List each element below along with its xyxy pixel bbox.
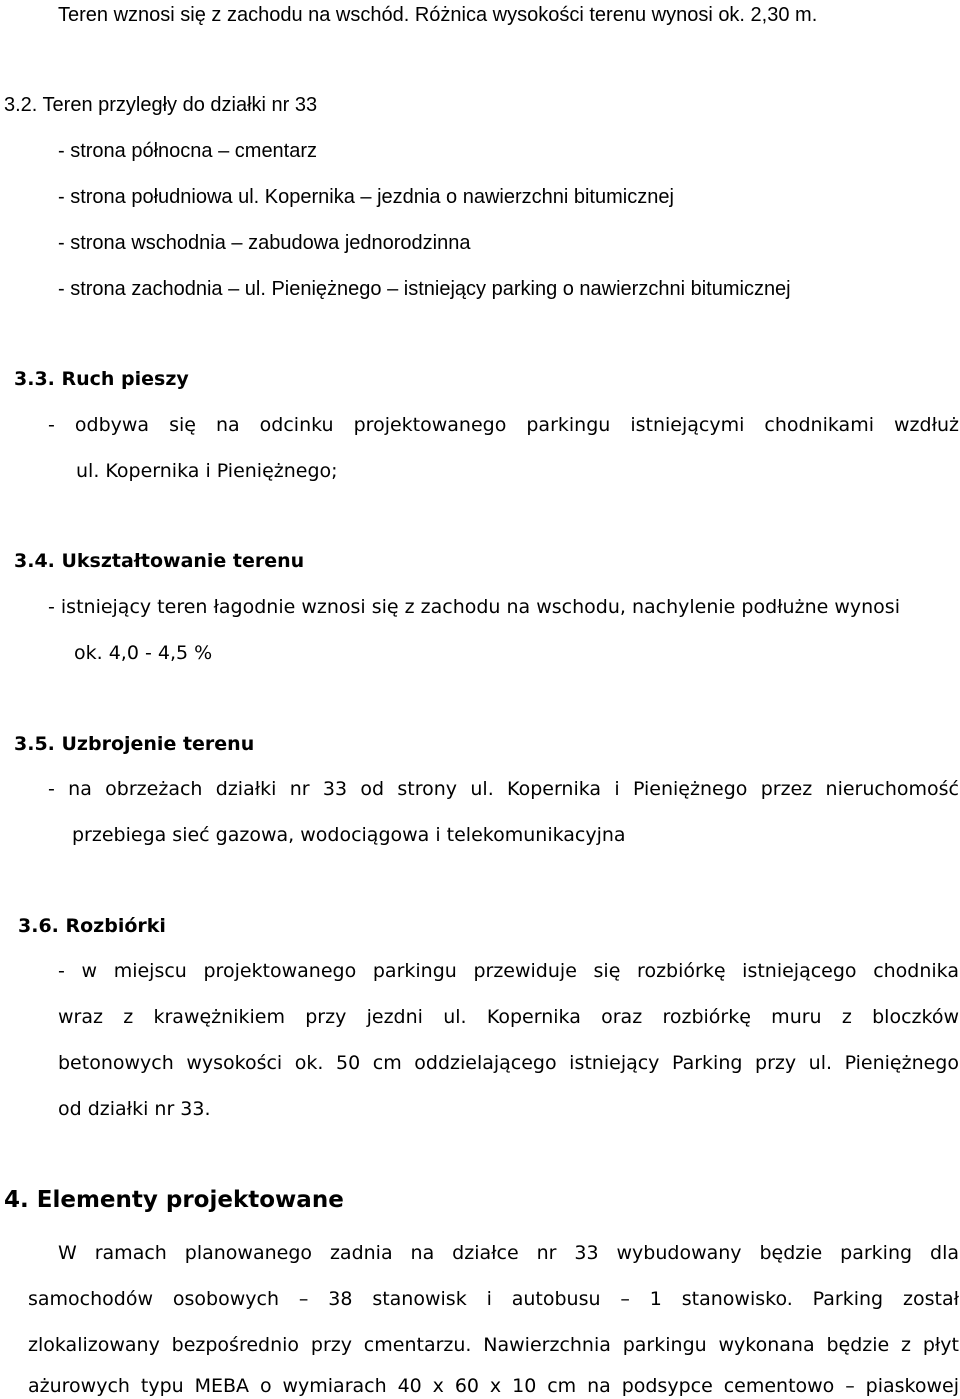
list-item: - strona południowa ul. Kopernika – jezdnia o nawierzchni bitumicznej [58,186,674,208]
section-3-4-line: ok. 4,0 - 4,5 % [74,642,213,664]
section-3-5-line: przebiega sieć gazowa, wodociągowa i telekomunikacyjna [72,824,626,846]
section-3-5-heading: 3.5. Uzbrojenie terenu [14,733,255,755]
section-3-6-line: betonowych wysokości ok. 50 cm oddzielającego istniejący Parking przy ul. Pieniężnego [58,1052,959,1074]
section-3-6-line: wraz z krawężnikiem przy jezdni ul. Kopernika oraz rozbiórkę muru z bloczków [58,1006,959,1028]
section-4-line: W ramach planowanego zadnia na działce nr 33 wybudowany będzie parking dla [58,1242,959,1264]
terrain-rise-text: Teren wznosi się z zachodu na wschód. Różnica wysokości terenu wynosi ok. 2,30 m. [58,4,818,26]
section-3-4-line: - istniejący teren łagodnie wznosi się z zachodu na wschodu, nachylenie podłużne wynosi [48,596,900,618]
section-4-line: zlokalizowany bezpośrednio przy cmentarzu. Nawierzchnia parkingu wykonana będzie z płyt [28,1334,959,1356]
list-item: - strona wschodnia – zabudowa jednorodzinna [58,232,471,254]
section-4-heading: 4. Elementy projektowane [4,1187,344,1213]
section-3-3-heading: 3.3. Ruch pieszy [14,368,189,390]
section-3-6-line: od działki nr 33. [58,1098,211,1120]
section-3-3-line: - odbywa się na odcinku projektowanego parkingu istniejącymi chodnikami wzdłuż [48,414,959,436]
section-3-6-line: - w miejscu projektowanego parkingu przewiduje się rozbiórkę istniejącego chodnika [58,960,959,982]
list-item: - strona północna – cmentarz [58,140,318,162]
section-3-3-line: ul. Kopernika i Pieniężnego; [76,460,338,482]
list-item: - strona zachodnia – ul. Pieniężnego – istniejący parking o nawierzchni bitumicznej [58,278,791,300]
section-4-line: ażurowych typu MEBA o wymiarach 40 x 60 x 10 cm na podsypce cementowo – piaskowej [28,1375,959,1397]
section-3-6-heading: 3.6. Rozbiórki [18,915,166,937]
section-3-4-heading: 3.4. Ukształtowanie terenu [14,550,305,572]
section-3-5-line: - na obrzeżach działki nr 33 od strony ul. Kopernika i Pieniężnego przez nieruchomość [48,778,959,800]
section-4-line: samochodów osobowych – 38 stanowisk i autobusu – 1 stanowisko. Parking został [28,1288,959,1310]
section-3-2-heading: 3.2. Teren przyległy do działki nr 33 [4,94,318,116]
